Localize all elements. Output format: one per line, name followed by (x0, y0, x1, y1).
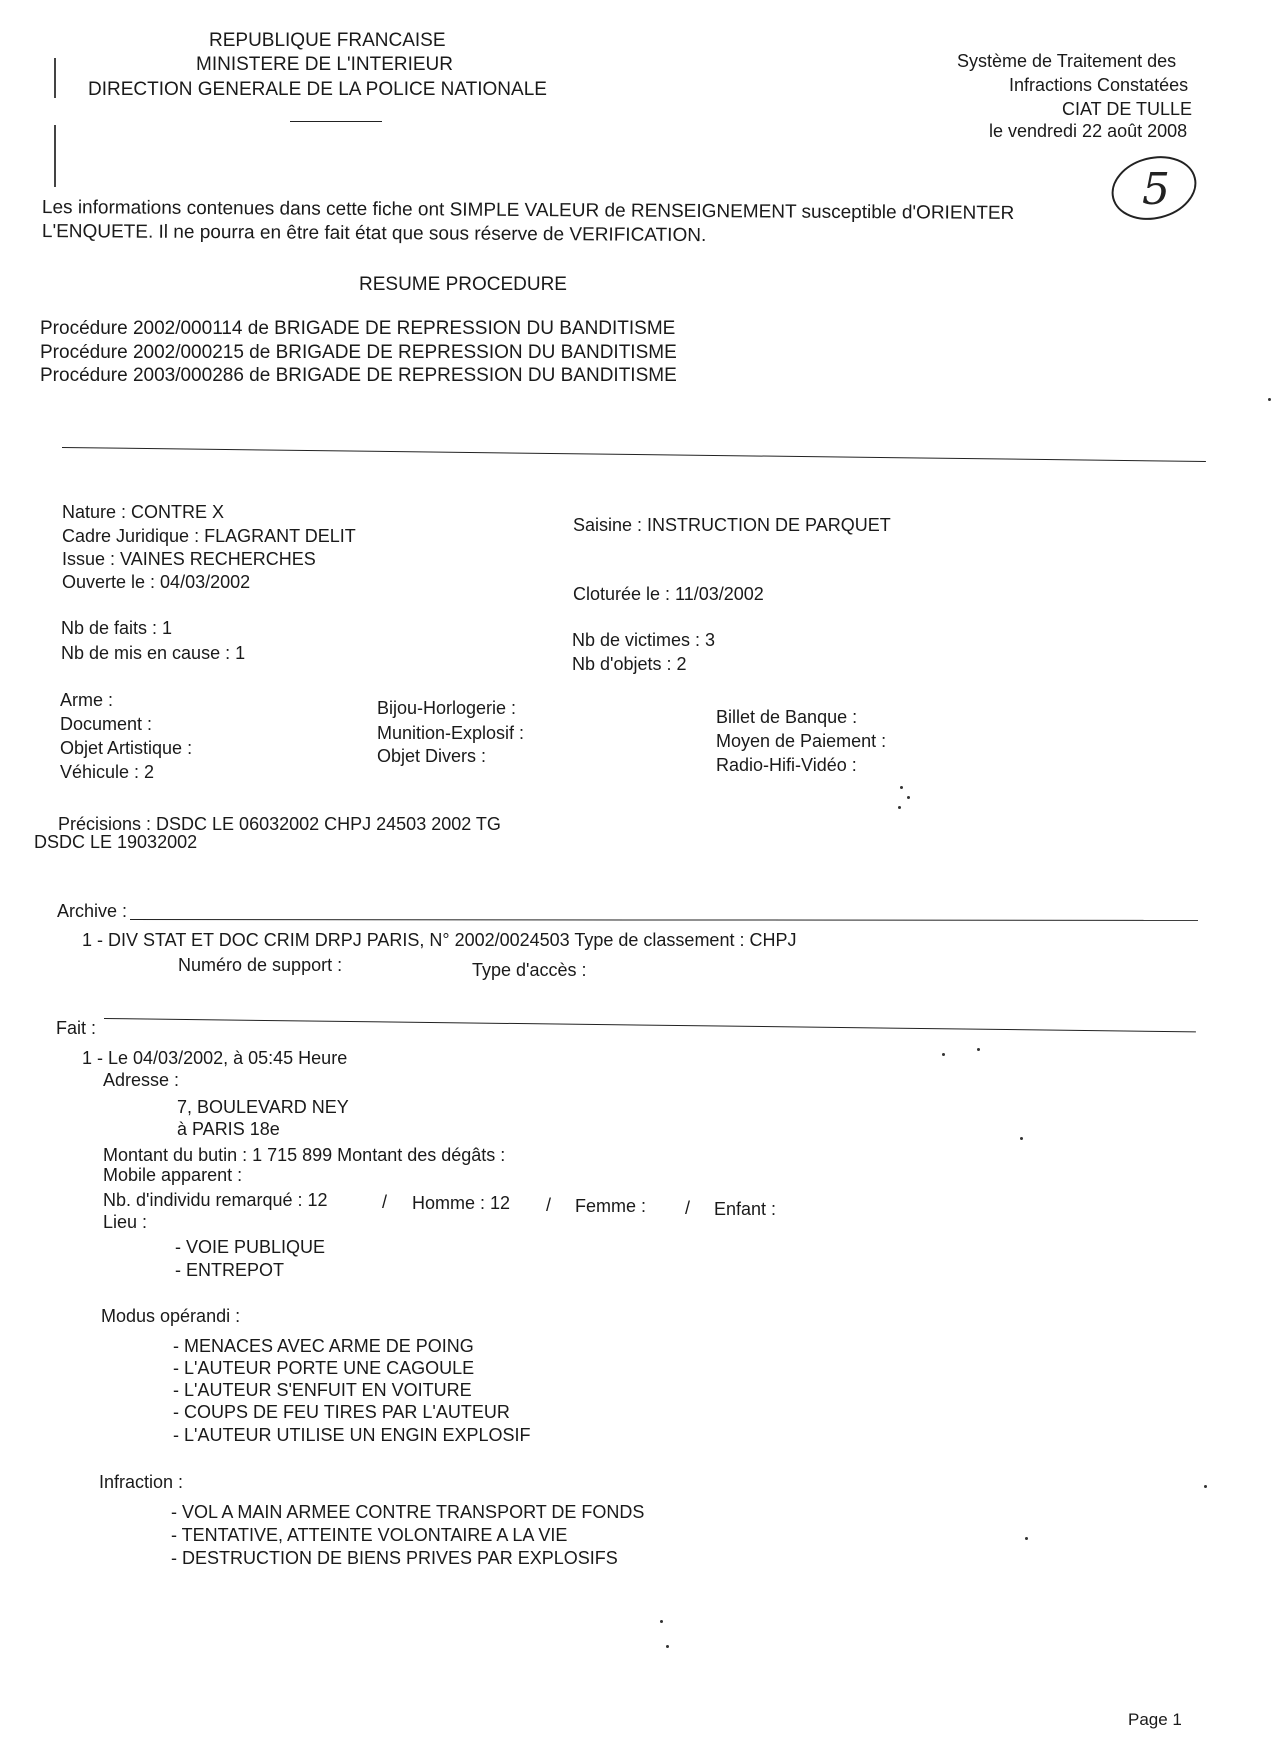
infraction-item: - TENTATIVE, ATTEINTE VOLONTAIRE A LA VIE (171, 1525, 568, 1545)
nb-objets-field: Nb d'objets : 2 (572, 654, 687, 674)
header-infractions: Infractions Constatées (1009, 75, 1189, 95)
section-divider (62, 447, 1206, 462)
header-ministere: MINISTERE DE L'INTERIEUR (196, 54, 453, 75)
precisions-line-1: Précisions : DSDC LE 06032002 CHPJ 24503 2002 TG (58, 814, 501, 834)
scan-speck (942, 1053, 945, 1056)
separator-slash: / (382, 1192, 388, 1212)
scan-speck (907, 796, 910, 799)
lieu-label: Lieu : (103, 1212, 148, 1232)
archive-acces: Type d'accès : (472, 960, 587, 980)
archive-item: 1 - DIV STAT ET DOC CRIM DRPJ PARIS, N° 2002/0024503 Type de classement : CHPJ (82, 930, 797, 950)
summary-title: RESUME PROCEDURE (359, 274, 567, 295)
notice-line-1: Les informations contenues dans cette fiche ont SIMPLE VALEUR de RENSEIGNEMENT susceptible d'ORIENTER (41, 197, 1015, 224)
nature-field: Nature : CONTRE X (62, 502, 225, 522)
modus-item: - L'AUTEUR PORTE UNE CAGOULE (173, 1358, 475, 1378)
procedure-line: Procédure 2002/000215 de BRIGADE DE REPRESSION DU BANDITISME (40, 342, 677, 363)
fait-divider (104, 1018, 1196, 1032)
fait-label: Fait : (56, 1018, 97, 1038)
modus-label: Modus opérandi : (101, 1306, 241, 1326)
handwritten-circled-number (1108, 148, 1200, 228)
procedure-line: Procédure 2002/000114 de BRIGADE DE REPRESSION DU BANDITISME (40, 318, 676, 339)
nb-faits-field: Nb de faits : 1 (61, 618, 173, 638)
header-date: le vendredi 22 août 2008 (989, 121, 1188, 141)
object-radio: Radio-Hifi-Vidéo : (716, 755, 857, 775)
scan-speck (1204, 1485, 1207, 1488)
scan-speck (660, 1620, 663, 1623)
object-munition: Munition-Explosif : (377, 723, 525, 743)
circled-number-text: 5 (1142, 164, 1170, 215)
femme-field: Femme : (575, 1196, 647, 1216)
adresse-label: Adresse : (103, 1070, 180, 1090)
infraction-item: - DESTRUCTION DE BIENS PRIVES PAR EXPLOSIFS (171, 1548, 618, 1568)
separator-slash: / (685, 1198, 691, 1218)
fait-date-line: 1 - Le 04/03/2002, à 05:45 Heure (82, 1048, 348, 1068)
object-bijou: Bijou-Horlogerie : (377, 698, 517, 718)
cadre-field: Cadre Juridique : FLAGRANT DELIT (62, 526, 356, 546)
infraction-item: - VOL A MAIN ARMEE CONTRE TRANSPORT DE FONDS (171, 1502, 645, 1522)
archive-divider (130, 919, 1198, 921)
notice-line-2: L'ENQUETE. Il ne pourra en être fait état que sous réserve de VERIFICATION. (41, 221, 707, 247)
scan-speck (1268, 398, 1271, 401)
infraction-label: Infraction : (99, 1472, 184, 1492)
margin-mark (54, 125, 56, 187)
scan-speck (666, 1645, 669, 1648)
modus-item: - COUPS DE FEU TIRES PAR L'AUTEUR (173, 1402, 510, 1422)
adresse-line: à PARIS 18e (177, 1119, 280, 1139)
precisions-line-2: DSDC LE 19032002 (34, 832, 198, 852)
object-vehicule: Véhicule : 2 (60, 762, 155, 782)
object-divers: Objet Divers : (377, 746, 487, 766)
separator-slash: / (546, 1195, 552, 1215)
ouverte-field: Ouverte le : 04/03/2002 (62, 572, 251, 592)
scan-speck (898, 806, 901, 809)
object-document: Document : (60, 714, 153, 734)
procedure-line: Procédure 2003/000286 de BRIGADE DE REPRESSION DU BANDITISME (40, 365, 677, 386)
archive-support: Numéro de support : (178, 955, 343, 975)
page-number: Page 1 (1128, 1710, 1182, 1729)
adresse-line: 7, BOULEVARD NEY (177, 1097, 349, 1117)
nb-victimes-field: Nb de victimes : 3 (572, 630, 716, 650)
mobile-field: Mobile apparent : (103, 1165, 243, 1185)
archive-label: Archive : (57, 901, 128, 921)
scan-speck (1025, 1537, 1028, 1540)
header-systeme: Système de Traitement des (957, 51, 1177, 71)
homme-field: Homme : 12 (412, 1193, 511, 1213)
enfant-field: Enfant : (714, 1199, 777, 1219)
lieu-item: - ENTREPOT (175, 1260, 285, 1280)
issue-field: Issue : VAINES RECHERCHES (62, 549, 316, 569)
object-arme: Arme : (60, 690, 114, 710)
modus-item: - L'AUTEUR UTILISE UN ENGIN EXPLOSIF (173, 1425, 531, 1445)
object-billet: Billet de Banque : (716, 707, 858, 727)
cloturee-field: Cloturée le : 11/03/2002 (573, 584, 764, 604)
individu-field: Nb. d'individu remarqué : 12 (103, 1190, 328, 1210)
header-ciat: CIAT DE TULLE (1062, 99, 1193, 119)
modus-item: - L'AUTEUR S'ENFUIT EN VOITURE (173, 1380, 472, 1400)
header-underline (290, 121, 382, 122)
header-direction: DIRECTION GENERALE DE LA POLICE NATIONALE (88, 79, 547, 100)
scan-speck (977, 1048, 980, 1051)
scan-speck (900, 786, 903, 789)
margin-mark (54, 58, 56, 98)
montant-field: Montant du butin : 1 715 899 Montant des dégâts : (103, 1145, 506, 1165)
header-republique: REPUBLIQUE FRANCAISE (209, 30, 446, 51)
object-paiement: Moyen de Paiement : (716, 731, 887, 751)
modus-item: - MENACES AVEC ARME DE POING (173, 1336, 474, 1356)
saisine-field: Saisine : INSTRUCTION DE PARQUET (573, 515, 891, 535)
scan-speck (1020, 1137, 1023, 1140)
lieu-item: - VOIE PUBLIQUE (175, 1237, 326, 1257)
nb-mis-field: Nb de mis en cause : 1 (61, 643, 246, 663)
object-artistique: Objet Artistique : (60, 738, 193, 758)
